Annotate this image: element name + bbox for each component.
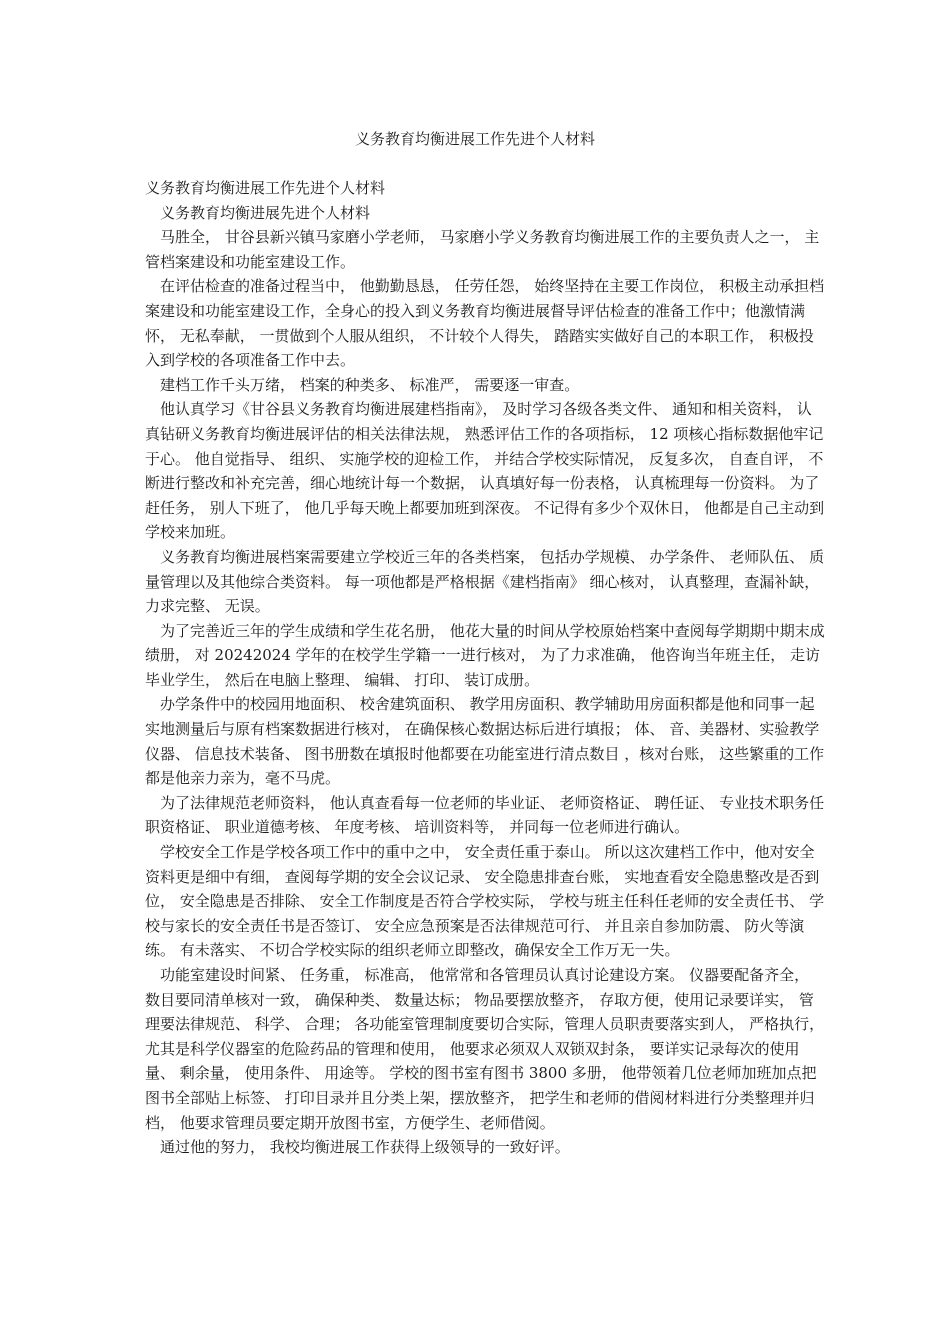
paragraph: 建档工作千头万绪， 档案的种类多、 标准严， 需要逐一审查。 <box>160 375 580 394</box>
document-title: 义务教育均衡进展工作先进个人材料 <box>354 130 595 148</box>
paragraph: 通过他的努力， 我校均衡进展工作获得上级领导的一致好评。 <box>160 1138 570 1157</box>
paragraph: 他认真学习《甘谷县义务教育均衡进展建档指南》， 及时学习各级各类文件、 通知和相关资料， 认真钻研义务教育均衡进展评估的相关法律法规， 熟悉评估工作的各项指标， 12 项核心指标数据他牢记于心。 他自觉指导、 组织、 实施学校的迎检工作， 并结合学校实际情况， 反复多次， 自查自评， 不断进行整改和补充完善，细心地统计每一个数据， 认真填好每一份表格， 认真梳理每一份资料。 为了赶任务， 别人下班了， 他几乎每天晚上都要加班到深夜。 不记得有多少个双休日， 他都是自己主动到学校来加班。 <box>145 400 825 542</box>
document-subheading: 义务教育均衡进展先进个人材料 <box>160 203 371 222</box>
paragraph: 马胜全， 甘谷县新兴镇马家磨小学老师， 马家磨小学义务教育均衡进展工作的主要负责人之一， 主管档案建设和功能室建设工作。 <box>145 228 820 271</box>
document-heading: 义务教育均衡进展工作先进个人材料 <box>145 179 386 197</box>
paragraph: 为了完善近三年的学生成绩和学生花名册， 他花大量的时间从学校原始档案中查阅每学期期中期末成绩册， 对 20242024 学年的在校学生学籍一一进行核对， 为了力求准确， 他咨询当年班主任， 走访毕业学生， 然后在电脑上整理、 编辑、 打印、 装订成册。 <box>145 621 825 689</box>
paragraph: 义务教育均衡进展档案需要建立学校近三年的各类档案， 包括办学规模、 办学条件、 老师队伍、 质量管理以及其他综合类资料。 每一项他都是严格根据《建档指南》 细心核对， 认真整理，查漏补缺， 力求完整、 无误。 <box>145 547 825 616</box>
document-body <box>145 176 825 1160</box>
paragraph: 在评估检查的准备过程当中， 他勤勤恳恳， 任劳任怨， 始终坚持在主要工作岗位， 积极主动承担档案建设和功能室建设工作，全身心的投入到义务教育均衡进展督导评估检查的准备工作中；他激情满怀， 无私奉献， 一贯做到个人服从组织， 不计较个人得失， 踏踏实实做好自己的本职工作， 积极投入到学校的各项准备工作中去。 <box>145 277 825 370</box>
paragraph: 办学条件中的校园用地面积、 校舍建筑面积、 教学用房面积、教学辅助用房面积都是他和同事一起实地测量后与原有档案数据进行核对， 在确保核心数据达标后进行填报； 体、 音、美器材、实验教学仪器、 信息技术装备、 图书册数在填报时他都要在功能室进行清点数目 ，核对台账， 这些繁重的工作都是他亲力亲为，毫不马虎。 <box>145 695 825 788</box>
paragraph: 功能室建设时间紧、 任务重， 标准高， 他常常和各管理员认真讨论建设方案。 仪器要配备齐全， 数目要同清单核对一致， 确保种类、 数量达标； 物品要摆放整齐， 存取方便，使用记录要详实， 管理要法律规范、 科学、 合理； 各功能室管理制度要切合实际，管理人员职责要落实到人， 严格执行， 尤其是科学仪器室的危险药品的管理和使用， 他要求必须双人双锁双封条， 要详实记录每次的使用量、 剩余量， 使用条件、 用途等。 学校的图书室有图书 3800 多册， 他带领着几位老师加班加点把图书全部贴上标签、 打印目录并且分类上架，摆放整齐， 把学生和老师的借阅材料进行分类整理并归档， 他要求管理员要定期开放图书室，方便学生、老师借阅。 <box>145 966 825 1132</box>
paragraph: 为了法律规范老师资料， 他认真查看每一位老师的毕业证、 老师资格证、 聘任证、 专业技术职务任职资格证、 职业道德考核、 年度考核、 培训资料等， 并同每一位老师进行确认。 <box>145 793 825 837</box>
paragraph: 学校安全工作是学校各项工作中的重中之中， 安全责任重于泰山。 所以这次建档工作中，他对安全资料更是细中有细， 查阅每学期的安全会议记录、 安全隐患排查台账， 实地查看安全隐患整改是否到位， 安全隐患是否排除、 安全工作制度是否符合学校实际， 学校与班主任科任老师的安全责任书、 学校与家长的安全责任书是否签订、 安全应急预案是否法律规范可行、 并且亲自参加防震、 防火等演练。 有未落实、 不切合学校实际的组织老师立即整改，确保安全工作万无一失。 <box>145 843 825 960</box>
